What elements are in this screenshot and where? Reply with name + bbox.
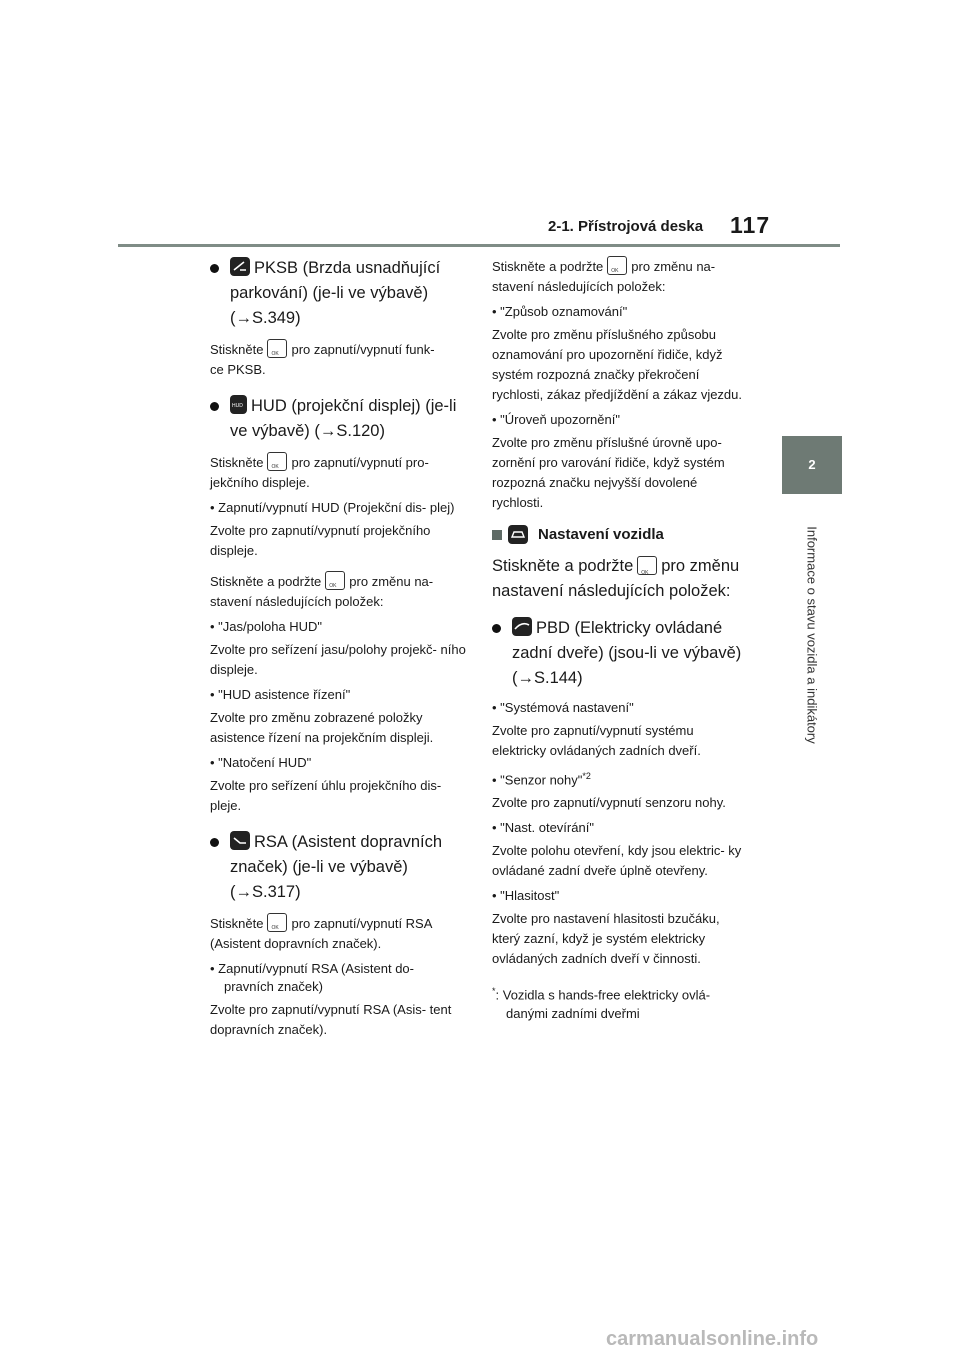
- rsa-hold-text: Stiskněte a podržteOK pro změnu na- stavení následujících položek:: [492, 256, 748, 297]
- list-item: • "Nast. otevírání": [492, 820, 594, 836]
- list-item: • "Hlasitost": [492, 888, 560, 904]
- right-text-3: Zvolte pro změnu příslušné úrovně upo- zornění pro varování řidiče, když systém rozpozná značku nejvyšší dovolené rychlosti.: [492, 435, 725, 510]
- bullet-dot: [210, 264, 219, 273]
- hud-text-3: Stiskněte a podržteOK pro změnu na- stavení následujících položek:: [210, 571, 466, 612]
- list-item: • "Úroveň upozornění": [492, 412, 620, 427]
- chapter-label: Informace o stavu vozidla a indikátory: [804, 526, 820, 744]
- hud-text-5: Zvolte pro změnu zobrazené položky asistence řízení na projekčním displeji.: [210, 710, 434, 745]
- list-item: • "Senzor nohy"$^{*2}$: [492, 771, 591, 788]
- rsa-title: RSA (Asistent dopravních značek) (je-li ve výbavě) (→S.317): [210, 830, 466, 905]
- vehicle-settings-heading: Nastavení vozidla: [492, 525, 748, 544]
- rsa-text: StiskněteOK pro zapnutí/vypnutí RSA (Asistent dopravních značek).: [210, 913, 466, 954]
- pksb-title: PKSB (Brzda usnadňující parkování) (je-li ve výbavě) (→S.349): [210, 256, 466, 331]
- section-title: 2-1. Přístrojová deska: [548, 218, 704, 235]
- ok-button-icon: [325, 571, 345, 590]
- ok-button-icon: [637, 556, 657, 575]
- left-column: [210, 256, 466, 1046]
- footnote: *: Vozidla s hands-free elektricky ovlá- danými zadními dveřmi: [492, 986, 711, 1021]
- hud-icon: [230, 395, 247, 414]
- ok-button-icon: [607, 256, 627, 275]
- vehicle-settings-icon: [508, 525, 528, 544]
- list-item: • "Jas/poloha HUD": [210, 619, 323, 634]
- page-number: 117: [730, 212, 771, 238]
- pksb-text: StiskněteOK pro zapnutí/vypnutí funk- ce PKSB.: [210, 339, 466, 380]
- list-item: • "HUD asistence řízení": [210, 687, 351, 702]
- bullet-dot: [492, 624, 501, 633]
- list-item: • Zapnutí/vypnutí HUD (Projekční dis- plej): [210, 500, 455, 515]
- right-text-5: Zvolte pro zapnutí/vypnutí systému elektricky ovládaných zadních dveří.: [492, 723, 701, 758]
- ok-button-icon: [267, 339, 287, 358]
- hud-title: HUD HUD (projekční displej) (je-li ve výbavě) (→S.120): [210, 394, 466, 444]
- section-square-icon: [492, 530, 502, 540]
- bullet-dot: [210, 402, 219, 411]
- ok-button-icon: [267, 913, 287, 932]
- vehicle-settings-text: Stiskněte a podržteOK pro změnu nastavení následujících položek:: [492, 554, 748, 604]
- pbd-title: PBD (Elektricky ovládané zadní dveře) (jsou-li ve výbavě) (→S.144): [492, 616, 748, 691]
- right-text-8: Zvolte pro nastavení hlasitosti bzučáku, který zazní, když je systém elektricky ovládaných zadních dveří v činnosti.: [492, 911, 720, 967]
- pbd-icon: [512, 617, 532, 636]
- hud-text: StiskněteOK pro zapnutí/vypnutí pro- jekčního displeje.: [210, 452, 466, 493]
- list-item: • "Natočení HUD": [210, 755, 312, 770]
- right-text-2: Zvolte pro změnu příslušného způsobu oznamování pro upozornění řidiče, když systém rozpozná značky překročení rychlosti, zákaz předjíždění a zákaz vjezdu.: [492, 327, 743, 402]
- right-text-6: Zvolte pro zapnutí/vypnutí senzoru nohy.: [492, 795, 726, 811]
- bullet-dot: [210, 838, 219, 847]
- chapter-tab: 2: [782, 436, 842, 494]
- rsa-icon: [230, 831, 250, 850]
- watermark: carmanualsonline.info: [606, 1328, 819, 1350]
- hud-text-2: Zvolte pro zapnutí/vypnutí projekčního displeje.: [210, 523, 431, 558]
- list-item: • "Systémová nastavení": [492, 700, 634, 715]
- header-rule: [118, 244, 840, 247]
- list-item: • Zapnutí/vypnutí RSA (Asistent do- pravních značek): [210, 961, 414, 994]
- ok-button-icon: [267, 452, 287, 471]
- hud-text-6: Zvolte pro seřízení úhlu projekčního dis- pleje.: [210, 778, 442, 813]
- right-column: [492, 256, 748, 1036]
- hud-text-4: Zvolte pro seřízení jasu/polohy projekč- ního displeje.: [210, 642, 466, 677]
- list-item: • "Způsob oznamování": [492, 304, 628, 319]
- right-text-7: Zvolte polohu otevření, kdy jsou elektric- ky ovládané zadní dveře úplně otevřeny.: [492, 843, 742, 879]
- rsa-text-2: Zvolte pro zapnutí/vypnutí RSA (Asis- tent dopravních značek).: [210, 1002, 452, 1037]
- svg-text:HUD: HUD: [232, 403, 243, 409]
- pksb-icon: [230, 257, 250, 276]
